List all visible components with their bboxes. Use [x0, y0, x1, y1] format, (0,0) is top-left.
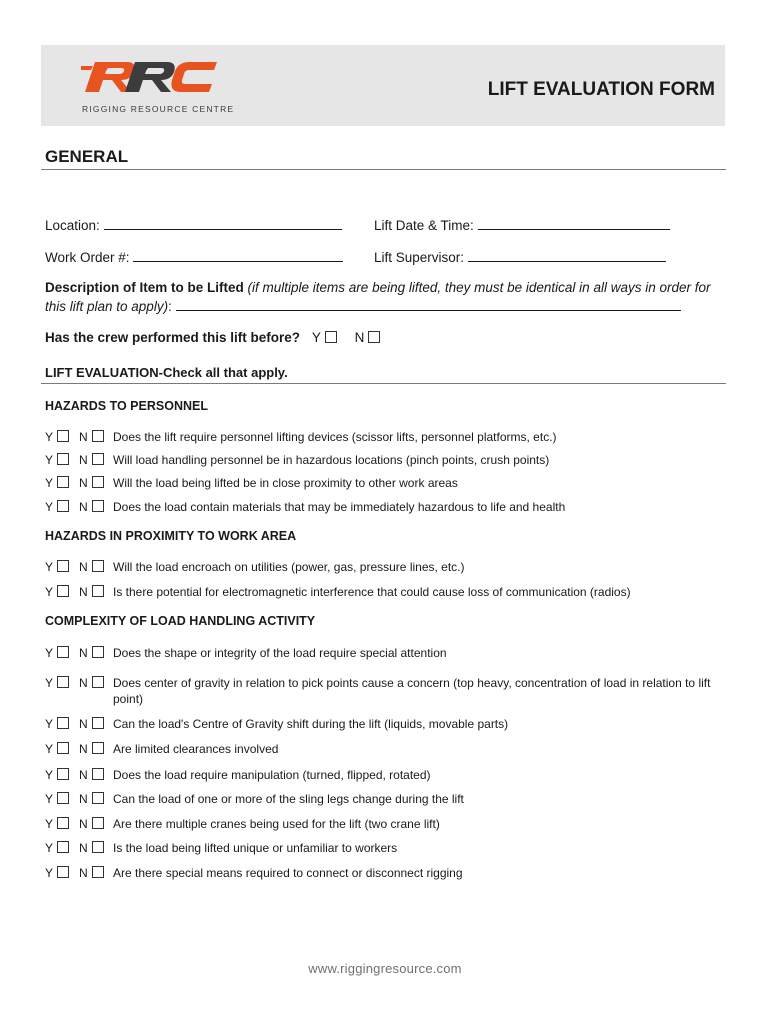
- checklist-item-text: Does center of gravity in relation to pick points cause a concern (top heavy, concentration of load in relation to lift point): [113, 676, 711, 706]
- checklist-item-text: Can the load's Centre of Gravity shift during the lift (liquids, movable parts): [113, 717, 509, 731]
- y-label: Y: [45, 717, 54, 731]
- complexity-title: COMPLEXITY OF LOAD HANDLING ACTIVITY: [45, 614, 316, 628]
- no-checkbox[interactable]: [92, 676, 104, 688]
- yn-options: [45, 840, 104, 856]
- crew-n-label: N: [354, 330, 365, 345]
- n-label: N: [79, 817, 88, 831]
- y-label: Y: [45, 742, 54, 756]
- y-label: Y: [45, 768, 54, 782]
- yes-checkbox[interactable]: [57, 768, 69, 780]
- no-checkbox[interactable]: [92, 500, 104, 512]
- yes-checkbox[interactable]: [57, 792, 69, 804]
- rrc-logo-mark: [81, 52, 221, 104]
- checklist-item-text: Is there potential for electromagnetic interference that could cause loss of communication (radios): [113, 585, 631, 599]
- checklist-item-text: Will the load encroach on utilities (power, gas, pressure lines, etc.): [113, 560, 465, 574]
- crew-no-checkbox[interactable]: [368, 331, 380, 343]
- y-label: Y: [45, 476, 54, 490]
- hazards-proximity-title: HAZARDS IN PROXIMITY TO WORK AREA: [45, 529, 297, 543]
- footer-url[interactable]: www.riggingresource.com: [308, 961, 462, 976]
- yes-checkbox[interactable]: [57, 453, 69, 465]
- n-label: N: [79, 866, 88, 880]
- yn-options: [45, 716, 104, 732]
- y-label: Y: [45, 585, 54, 599]
- location-label: Location:: [45, 218, 100, 233]
- no-checkbox[interactable]: [92, 585, 104, 597]
- yes-checkbox[interactable]: [57, 585, 69, 597]
- y-label: Y: [45, 792, 54, 806]
- y-label: Y: [45, 453, 54, 467]
- y-label: Y: [45, 430, 54, 444]
- y-label: Y: [45, 676, 54, 690]
- n-label: N: [79, 768, 88, 782]
- yn-options: [45, 675, 104, 691]
- description-field[interactable]: [45, 279, 735, 316]
- divider: [41, 169, 726, 170]
- yn-options: [45, 429, 104, 445]
- checklist-item-text: Does the shape or integrity of the load require special attention: [113, 646, 447, 660]
- work-order-label: Work Order #:: [45, 250, 130, 265]
- lift-date-time-field[interactable]: [374, 216, 670, 233]
- n-label: N: [79, 560, 88, 574]
- yes-checkbox[interactable]: [57, 866, 69, 878]
- n-label: N: [79, 676, 88, 690]
- no-checkbox[interactable]: [92, 792, 104, 804]
- yes-checkbox[interactable]: [57, 742, 69, 754]
- no-checkbox[interactable]: [92, 430, 104, 442]
- n-label: N: [79, 717, 88, 731]
- no-checkbox[interactable]: [92, 453, 104, 465]
- yes-checkbox[interactable]: [57, 560, 69, 572]
- checklist-item-text: Will load handling personnel be in hazardous locations (pinch points, crush points): [113, 453, 550, 467]
- description-input-line[interactable]: [176, 297, 681, 311]
- yn-options: [45, 791, 104, 807]
- lift-supervisor-input-line[interactable]: [468, 248, 666, 262]
- checklist-item-text: Can the load of one or more of the sling legs change during the lift: [113, 792, 464, 806]
- n-label: N: [79, 646, 88, 660]
- form-title: LIFT EVALUATION FORM: [487, 79, 715, 100]
- no-checkbox[interactable]: [92, 768, 104, 780]
- yes-checkbox[interactable]: [57, 646, 69, 658]
- no-checkbox[interactable]: [92, 476, 104, 488]
- checklist-item-text: Does the load require manipulation (turned, flipped, rotated): [113, 768, 431, 782]
- section-title-general: GENERAL: [45, 147, 129, 166]
- checklist-item-text: Are limited clearances involved: [113, 742, 279, 756]
- n-label: N: [79, 585, 88, 599]
- lift-date-time-label: Lift Date & Time:: [374, 218, 474, 233]
- work-order-input-line[interactable]: [133, 248, 343, 262]
- y-label: Y: [45, 500, 54, 514]
- yn-options: [45, 499, 104, 515]
- y-label: Y: [45, 560, 54, 574]
- description-label: Description of Item to be Lifted: [45, 280, 244, 295]
- lift-supervisor-field[interactable]: [374, 248, 666, 265]
- no-checkbox[interactable]: [92, 560, 104, 572]
- y-label: Y: [45, 841, 54, 855]
- no-checkbox[interactable]: [92, 817, 104, 829]
- yn-options: [45, 865, 104, 881]
- no-checkbox[interactable]: [92, 717, 104, 729]
- yes-checkbox[interactable]: [57, 476, 69, 488]
- checklist-item-text: Does the lift require personnel lifting devices (scissor lifts, personnel platforms, etc.): [113, 430, 557, 444]
- yn-options: [45, 475, 104, 491]
- checklist-item-text: Are there special means required to connect or disconnect rigging: [113, 866, 463, 880]
- crew-question-text: Has the crew performed this lift before?: [45, 330, 301, 345]
- no-checkbox[interactable]: [92, 841, 104, 853]
- lift-evaluation-title: LIFT EVALUATION-Check all that apply.: [45, 365, 288, 380]
- no-checkbox[interactable]: [92, 646, 104, 658]
- description-note: (if multiple items are being lifted, they must be identical in all ways in order for this lift plan to apply): [45, 280, 711, 314]
- location-input-line[interactable]: [104, 216, 342, 230]
- no-checkbox[interactable]: [92, 742, 104, 754]
- yes-checkbox[interactable]: [57, 817, 69, 829]
- yn-options: [45, 741, 104, 757]
- rrc-logo: [81, 52, 235, 116]
- hazards-personnel-title: HAZARDS TO PERSONNEL: [45, 399, 208, 413]
- crew-yes-checkbox[interactable]: [325, 331, 337, 343]
- y-label: Y: [45, 646, 54, 660]
- lift-date-time-input-line[interactable]: [478, 216, 670, 230]
- yn-options: [45, 452, 104, 468]
- yes-checkbox[interactable]: [57, 717, 69, 729]
- n-label: N: [79, 742, 88, 756]
- no-checkbox[interactable]: [92, 866, 104, 878]
- location-field[interactable]: [45, 216, 342, 233]
- n-label: N: [79, 430, 88, 444]
- yes-checkbox[interactable]: [57, 500, 69, 512]
- logo-caption: RIGGING RESOURCE CENTRE: [82, 104, 235, 114]
- yn-options: [45, 645, 104, 661]
- yn-options: [45, 767, 104, 783]
- yes-checkbox[interactable]: [57, 841, 69, 853]
- yn-options: [45, 816, 104, 832]
- lift-supervisor-label: Lift Supervisor:: [374, 250, 465, 265]
- crew-y-label: Y: [311, 330, 321, 345]
- description-suffix: :: [168, 299, 172, 314]
- checklist-item-text: Is the load being lifted unique or unfamiliar to workers: [113, 841, 398, 855]
- n-label: N: [79, 453, 88, 467]
- checklist-item-text: Will the load being lifted be in close proximity to other work areas: [113, 476, 458, 490]
- crew-question: [45, 330, 380, 345]
- n-label: N: [79, 500, 88, 514]
- checklist-item-text: Does the load contain materials that may be immediately hazardous to life and health: [113, 500, 566, 514]
- yes-checkbox[interactable]: [57, 676, 69, 688]
- y-label: Y: [45, 817, 54, 831]
- n-label: N: [79, 476, 88, 490]
- form-header: [41, 45, 725, 126]
- divider: [41, 383, 726, 384]
- yes-checkbox[interactable]: [57, 430, 69, 442]
- y-label: Y: [45, 866, 54, 880]
- yn-options: [45, 584, 104, 600]
- work-order-field[interactable]: [45, 248, 343, 265]
- checklist-item-text: Are there multiple cranes being used for the lift (two crane lift): [113, 817, 440, 831]
- yn-options: [45, 559, 104, 575]
- n-label: N: [79, 792, 88, 806]
- n-label: N: [79, 841, 88, 855]
